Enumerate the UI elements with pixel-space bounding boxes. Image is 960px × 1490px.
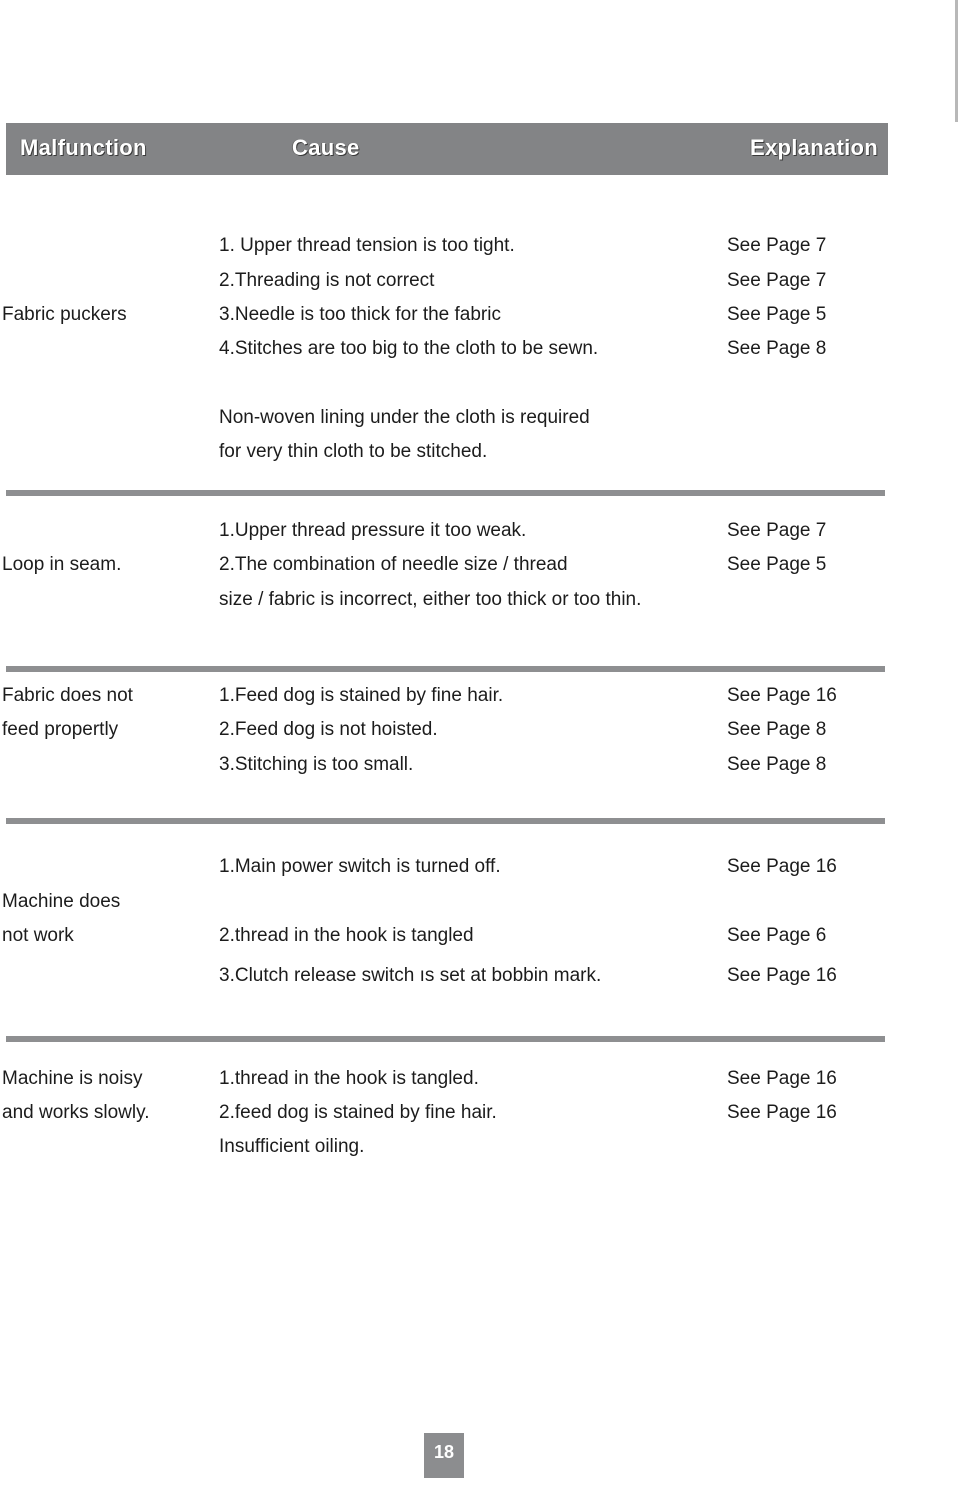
cause-item: 2.feed dog is stained by fine hair. (219, 1102, 497, 1123)
section-divider (6, 490, 885, 496)
explanation-ref: See Page 16 (727, 1102, 837, 1123)
table-header (6, 123, 888, 175)
cause-item: 3.Needle is too thick for the fabric (219, 304, 501, 325)
section-divider (6, 1036, 885, 1042)
explanation-ref: See Page 5 (727, 304, 827, 325)
cause-item: 3.Clutch release switch ıs set at bobbin mark. (219, 965, 602, 986)
header-cause: Cause (292, 135, 360, 160)
explanation-ref: See Page 16 (727, 685, 837, 706)
cause-item: 1.Upper thread pressure it too weak. (219, 520, 527, 541)
malfunction-label: and works slowly. (2, 1102, 150, 1123)
explanation-ref: See Page 8 (727, 719, 827, 740)
cause-item: Insufficient oiling. (219, 1136, 365, 1157)
malfunction-label: Fabric does not (2, 685, 133, 706)
cause-item: 4.Stitches are too big to the cloth to be sewn. (219, 338, 599, 359)
cause-item: 2.Feed dog is not hoisted. (219, 719, 438, 740)
section-divider (6, 666, 885, 672)
cause-item: 1.Feed dog is stained by fine hair. (219, 685, 504, 706)
cause-item: 2.thread in the hook is tangled (219, 925, 474, 946)
explanation-ref: See Page 6 (727, 925, 827, 946)
cause-item: size / fabric is incorrect, either too thick or too thin. (219, 589, 642, 610)
page-edge-mark (955, 0, 958, 122)
explanation-ref: See Page 16 (727, 856, 837, 877)
malfunction-label: Machine does (2, 891, 121, 912)
malfunction-label: Machine is noisy (2, 1068, 143, 1089)
explanation-ref: See Page 8 (727, 338, 827, 359)
explanation-ref: See Page 16 (727, 965, 837, 986)
explanation-ref: See Page 5 (727, 554, 827, 575)
cause-item: 1.Main power switch is turned off. (219, 856, 501, 877)
explanation-ref: See Page 7 (727, 270, 827, 291)
section-divider (6, 818, 885, 824)
cause-item: 1. Upper thread tension is too tight. (219, 235, 515, 256)
header-malfunction: Malfunction (20, 135, 147, 160)
explanation-ref: See Page 8 (727, 754, 827, 775)
cause-note: Non-woven lining under the cloth is required (219, 407, 590, 428)
cause-item: 2.Threading is not correct (219, 270, 435, 291)
cause-item: 2.The combination of needle size / thread (219, 554, 568, 575)
explanation-ref: See Page 16 (727, 1068, 837, 1089)
explanation-ref: See Page 7 (727, 235, 827, 256)
cause-item: 1.thread in the hook is tangled. (219, 1068, 479, 1089)
cause-note: for very thin cloth to be stitched. (219, 441, 488, 462)
malfunction-label: Fabric puckers (2, 304, 127, 325)
explanation-ref: See Page 7 (727, 520, 827, 541)
malfunction-label: Loop in seam. (2, 554, 122, 575)
cause-item: 3.Stitching is too small. (219, 754, 414, 775)
malfunction-label: feed propertly (2, 719, 119, 740)
header-explanation: Explanation (750, 135, 878, 160)
malfunction-label: not work (2, 925, 74, 946)
page-number: 18 (424, 1433, 464, 1478)
